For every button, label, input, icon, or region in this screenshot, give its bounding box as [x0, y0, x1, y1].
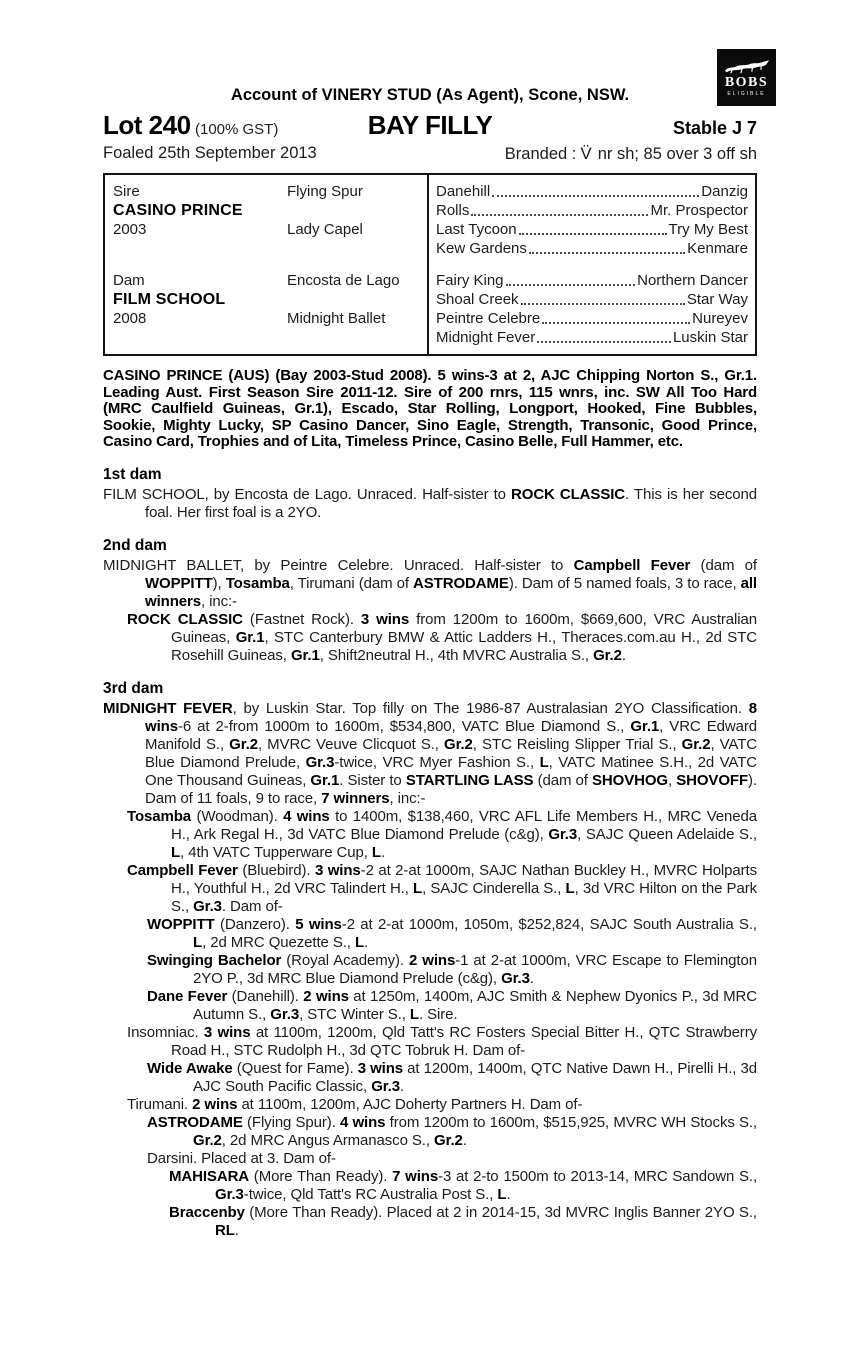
midnight-ballet-note: MIDNIGHT BALLET, by Peintre Celebre. Unraced. Half-sister to Campbell Fever (dam of WOPPITT), Tosamba, Tirumani (dam of ASTRODAME). Dam of 5 named foals, 3 to race, all winners, inc:- [103, 556, 758, 610]
ancestor-name: Last Tycoon [436, 221, 517, 238]
ancestor-name: Midnight Fever [436, 329, 536, 346]
brand-symbol: V̈ [580, 144, 592, 163]
dam-grandparents [427, 271, 755, 347]
dam-year: 2008 [113, 310, 147, 327]
catalogue-page [103, 0, 757, 1240]
foaled-row [103, 144, 757, 164]
dotted-leader [471, 214, 648, 216]
account-line: Account of VINERY STUD (As Agent), Scone, NSW. [230, 86, 630, 104]
gst-note: (100% GST) [194, 121, 279, 138]
dam-dam-name: Midnight Ballet [287, 310, 386, 327]
ancestor-sire: Star Way [686, 291, 748, 308]
dotted-leader [537, 341, 671, 343]
sire-identity [105, 182, 287, 258]
dam-parents [287, 271, 427, 347]
page-title: BAY FILLY [367, 110, 493, 140]
pedigree-column-divider [427, 175, 429, 354]
sire-summary: CASINO PRINCE (AUS) (Bay 2003-Stud 2008). 5 wins-3 at 2, AJC Chipping Norton S., Gr.1. Leading Aust. First Season Sire 2011-12. Sire of 200 rnrs, 115 wnrs, inc. SW All Too Hard (MRC Caulfield Guineas, Gr.1), Escado, Star Rolling, Longport, Hooked, Fine Bubbles, Sookie, Mighty Lucky, SP Casino Dancer, Sino Eagle, Strength, Transonic, Good Prince, Casino Card, Trophies and of Lita, Timeless Prince, Casino Belle, Full Hammer, etc. [103, 367, 757, 450]
stable-label: Stable J 7 [672, 118, 757, 138]
pedigree-sire-half [105, 182, 755, 258]
tirumani-entry: Tirumani. 2 wins at 1100m, 1200m, AJC Doherty Partners H. Dam of- [127, 1095, 583, 1113]
dotted-leader [492, 195, 699, 197]
pedigree-table [103, 173, 757, 356]
sire-name: CASINO PRINCE [113, 202, 243, 219]
ancestor-line [436, 309, 748, 328]
wide-awake-entry: Wide Awake (Quest for Fame). 3 wins at 1200m, 1400m, QTC Native Dawn H., Pirelli H., 3d AJC South Pacific Classic, Gr.3. [147, 1059, 758, 1095]
ancestor-name: Kew Gardens [436, 240, 527, 257]
ancestor-sire: Kenmare [687, 240, 748, 257]
mahisara-entry: MAHISARA (More Than Ready). 7 wins-3 at 2-to 1500m to 2013-14, MRC Sandown S., Gr.3-twice, Qld Tatt's RC Australia Post S., L. [169, 1167, 758, 1203]
dotted-leader [542, 322, 690, 324]
foaled-date: Foaled 25th September 2013 [103, 144, 317, 162]
woppitt-entry: WOPPITT (Danzero). 5 wins-2 at 2-at 1000m, 1050m, $252,824, SAJC South Australia S., L, 2d MRC Quezette S., L. [147, 915, 758, 951]
brand-detail: nr sh; 85 over 3 off sh [597, 145, 757, 163]
campbell-fever-entry: Campbell Fever (Bluebird). 3 wins-2 at 2-at 1000m, SAJC Nathan Buckley H., MVRC Holparts H., Youthful H., 2d VRC Talindert H., L, SAJC Cinderella S., L, 3d VRC Hilton on the Park S., Gr.3. Dam of- [127, 861, 758, 915]
dam-identity [105, 271, 287, 347]
second-dam-heading: 2nd dam [103, 536, 167, 554]
ancestor-name: Rolls [436, 202, 470, 219]
ancestor-line [436, 271, 748, 290]
film-school-note: FILM SCHOOL, by Encosta de Lago. Unraced. Half-sister to ROCK CLASSIC. This is her second foal. Her first foal is a 2YO. [103, 485, 757, 521]
ancestor-line [436, 220, 748, 239]
ancestor-line [436, 290, 748, 309]
ancestor-line [436, 201, 748, 220]
ancestor-sire: Nureyev [692, 310, 748, 327]
sire-sire-name: Flying Spur [287, 183, 363, 200]
dam-name: FILM SCHOOL [113, 291, 226, 308]
ancestor-name: Shoal Creek [436, 291, 519, 308]
sire-year: 2003 [113, 221, 147, 238]
rock-classic-entry: ROCK CLASSIC (Fastnet Rock). 3 wins from 1200m to 1600m, $669,600, VRC Australian Guineas, Gr.1, STC Canterbury BMW & Attic Ladders H., Theraces.com.au H., 2d STC Rosehill Guineas, Gr.1, Shift2neutral H., 4th MVRC Australia S., Gr.2. [127, 610, 757, 664]
sire-parents [287, 182, 427, 258]
tosamba-entry: Tosamba (Woodman). 4 wins to 1400m, $138,460, VRC AFL Life Members H., MRC Veneda H., Ark Regal H., 3d VATC Blue Diamond Prelude (c&g), Gr.3, SAJC Queen Adelaide S., L, 4th VATC Tupperware Cup, L. [127, 807, 757, 861]
pedigree-dam-half [105, 271, 755, 347]
braccenby-entry: Braccenby (More Than Ready). Placed at 2 in 2014-15, 3d MVRC Inglis Banner 2YO S., RL. [169, 1203, 757, 1239]
sire-grandparents [427, 182, 755, 258]
bobs-logo-subtitle: ELIGIBLE [727, 90, 766, 97]
ancestor-line [436, 328, 748, 347]
midnight-fever-note: MIDNIGHT FEVER, by Luskin Star. Top filly on The 1986-87 Australasian 2YO Classification. 8 wins-6 at 2-from 1000m to 1600m, $534,800, VATC Blue Diamond S., Gr.1, VRC Edward Manifold S., Gr.2, MVRC Veuve Clicquot S., Gr.2, STC Reisling Slipper Trial S., Gr.2, VATC Blue Diamond Prelude, Gr.3-twice, VRC Myer Fashion S., L, VATC Matinee S.H., 2d VATC One Thousand Guineas, Gr.1. Sister to STARTLING LASS (dam of SHOVHOG, SHOVOFF). Dam of 11 foals, 9 to race, 7 winners, inc:- [103, 699, 758, 807]
astrodame-entry: ASTRODAME (Flying Spur). 4 wins from 1200m to 1600m, $515,925, MVRC WH Stocks S., Gr.2, 2d MRC Angus Armanasco S., Gr.2. [147, 1113, 758, 1149]
insomniac-entry: Insomniac. 3 wins at 1100m, 1200m, Qld Tatt's RC Fosters Special Bitter H., QTC Strawberry Road H., STC Rudolph H., 3d QTC Tobruk H. Dam of- [127, 1023, 758, 1059]
branded-label: Branded : [504, 145, 577, 163]
dotted-leader [519, 233, 667, 235]
sire-role-label: Sire [113, 183, 140, 200]
ancestor-sire: Northern Dancer [637, 272, 748, 289]
lot-number: Lot 240 [103, 110, 191, 140]
sire-dam-name: Lady Capel [287, 221, 363, 238]
dam-sire-name: Encosta de Lago [287, 272, 400, 289]
first-dam-heading: 1st dam [103, 465, 162, 483]
ancestor-sire: Danzig [701, 183, 748, 200]
dam-role-label: Dam [113, 272, 145, 289]
ancestor-line [436, 182, 748, 201]
ancestor-name: Peintre Celebre [436, 310, 541, 327]
dane-fever-entry: Dane Fever (Danehill). 2 wins at 1250m, 1400m, AJC Smith & Nephew Dyonics P., 3d MRC Autumn S., Gr.3, STC Winter S., L. Sire. [147, 987, 757, 1023]
ancestor-sire: Mr. Prospector [650, 202, 748, 219]
swinging-bachelor-entry: Swinging Bachelor (Royal Academy). 2 wins-1 at 2-at 1000m, VRC Escape to Flemington 2YO P., 3d MRC Blue Diamond Prelude (c&g), Gr.3. [147, 951, 757, 987]
lot-number-group [103, 110, 368, 141]
third-dam-heading: 3rd dam [103, 679, 164, 697]
ancestor-name: Fairy King [436, 272, 504, 289]
ancestor-line [436, 239, 748, 258]
ancestor-sire: Try My Best [668, 221, 748, 238]
lot-row [103, 110, 757, 141]
branded-info [505, 144, 757, 164]
ancestor-sire: Luskin Star [672, 329, 748, 346]
dotted-leader [521, 303, 685, 305]
bobs-logo-title: BOBS [724, 74, 769, 90]
ancestor-name: Danehill [436, 183, 491, 200]
darsini-entry: Darsini. Placed at 3. Dam of- [147, 1149, 336, 1167]
dotted-leader [529, 252, 685, 254]
dotted-leader [506, 284, 636, 286]
